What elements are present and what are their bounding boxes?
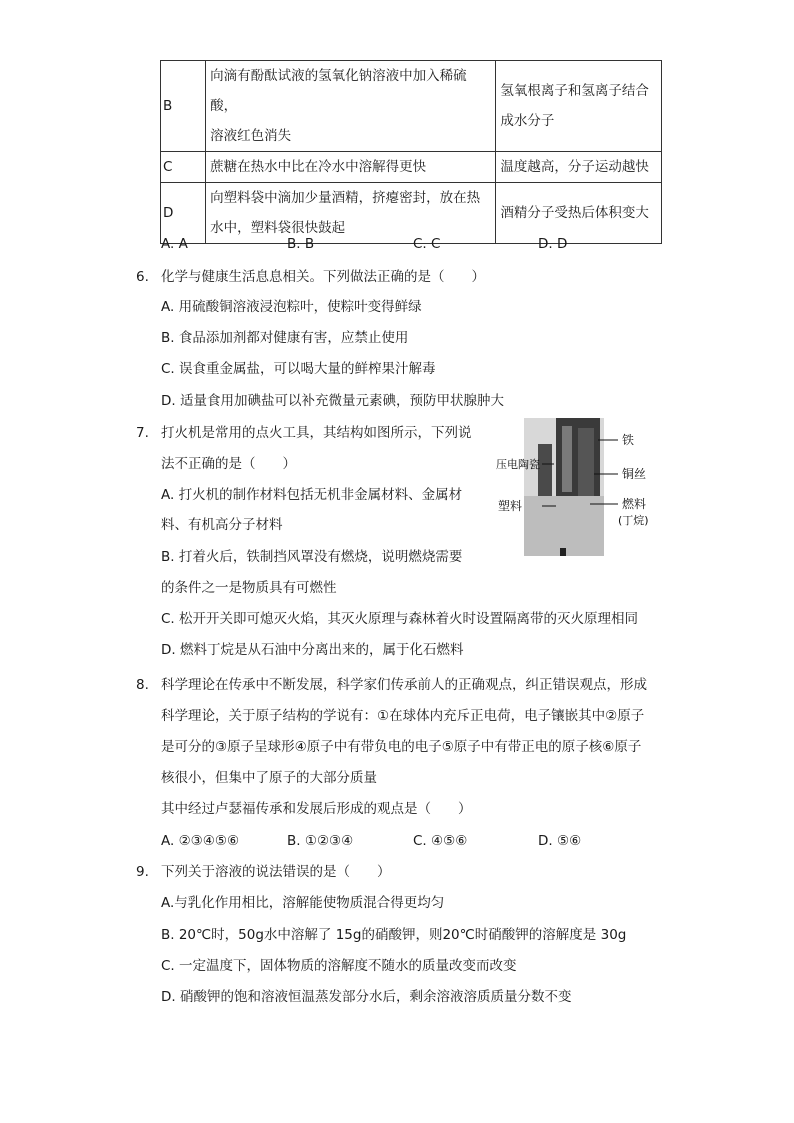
question-stem-line: 科学理论，关于原子结构的学说有：①在球体内充斥正电荷，电子镶嵌其中②原子 <box>161 708 645 724</box>
table-row <box>161 183 662 244</box>
option-d[interactable]: D. 硝酸钾的饱和溶液恒温蒸发部分水后，剩余溶液溶质质量分数不变 <box>161 989 572 1005</box>
question-stem-line: 法不正确的是（ ） <box>161 456 296 472</box>
option-c[interactable]: C. 一定温度下，固体物质的溶解度不随水的质量改变而改变 <box>161 958 517 974</box>
question-stem-line: 打火机是常用的点火工具，其结构如图所示，下列说 <box>161 425 472 441</box>
answer-choice-a[interactable]: A. A <box>161 236 188 252</box>
question-number: 7. <box>136 425 149 441</box>
answer-choice-c[interactable]: C. ④⑤⑥ <box>413 833 468 849</box>
lighter-diagram <box>494 416 670 558</box>
label-iron: 铁 <box>622 433 635 447</box>
option-a-cont: 料、有机高分子材料 <box>161 517 283 533</box>
option-c[interactable]: C. 误食重金属盐，可以喝大量的鲜榨果汁解毒 <box>161 361 436 377</box>
label-copper: 铜丝 <box>622 467 647 481</box>
table-row <box>161 61 662 152</box>
row-label: B <box>161 61 206 152</box>
option-b[interactable]: B. 20℃时，50g水中溶解了 15g的硝酸钾，则20℃时硝酸钾的溶解度是 30g <box>161 927 627 943</box>
option-a[interactable]: A. 打火机的制作材料包括无机非金属材料、金属材 <box>161 487 463 503</box>
answer-choice-c[interactable]: C. C <box>413 236 441 252</box>
option-b-cont: 的条件之一是物质具有可燃性 <box>161 580 337 596</box>
phenomenon-cell: 向滴有酚酞试液的氢氧化钠溶液中加入稀硫酸， 溶液红色消失 <box>206 61 496 152</box>
label-fuel: 燃料 <box>622 497 647 511</box>
answer-choice-d[interactable]: D. ⑤⑥ <box>538 833 582 849</box>
lighter-base-shape <box>524 496 604 556</box>
option-c[interactable]: C. 松开开关即可熄灭火焰，其灭火原理与森林着火时设置隔离带的灭火原理相同 <box>161 611 639 627</box>
question-number: 8. <box>136 677 149 693</box>
answer-choice-a[interactable]: A. ②③④⑤⑥ <box>161 833 240 849</box>
phenomenon-cell: 蔗糖在热水中比在冷水中溶解得更快 <box>206 152 496 183</box>
question-number: 9. <box>136 864 149 880</box>
ceramic-shape <box>578 428 594 496</box>
option-d[interactable]: D. 适量食用加碘盐可以补充微量元素碘，预防甲状腺肿大 <box>161 393 504 409</box>
piezo-shape <box>538 444 552 496</box>
option-b[interactable]: B. 打着火后，铁制挡风罩没有燃烧，说明燃烧需要 <box>161 549 463 565</box>
options-table <box>160 60 662 244</box>
question-stem-line: 核很小，但集中了原子的大部分质量 <box>161 770 377 786</box>
row-label: C <box>161 152 206 183</box>
explanation-cell: 酒精分子受热后体积变大 <box>496 183 662 244</box>
question-number: 6. <box>136 269 149 285</box>
option-b[interactable]: B. 食品添加剂都对健康有害，应禁止使用 <box>161 330 409 346</box>
option-d[interactable]: D. 燃料丁烷是从石油中分离出来的，属于化石燃料 <box>161 642 464 658</box>
nozzle-shape <box>562 426 572 492</box>
question-stem-line: 是可分的③原子呈球形④原子中有带负电的电子⑤原子中有带正电的原子核⑥原子 <box>161 739 642 755</box>
label-ceramic: 压电陶瓷 <box>496 458 540 471</box>
answer-choice-d[interactable]: D. D <box>538 236 568 252</box>
phenomenon-cell: 向塑料袋中滴加少量酒精，挤瘪密封，放在热 水中，塑料袋很快鼓起 <box>206 183 496 244</box>
answer-choice-b[interactable]: B. B <box>287 236 315 252</box>
lighter-figure <box>494 416 670 558</box>
table-row <box>161 152 662 183</box>
explanation-cell: 氢氧根离子和氢离子结合 成水分子 <box>496 61 662 152</box>
label-plastic: 塑料 <box>498 499 523 513</box>
label-butane: (丁烷) <box>618 514 649 527</box>
question-stem: 下列关于溶液的说法错误的是（ ） <box>161 864 391 880</box>
option-a[interactable]: A. 用硫酸铜溶液浸泡粽叶，使粽叶变得鲜绿 <box>161 299 422 315</box>
question-stem-line: 其中经过卢瑟福传承和发展后形成的观点是（ ） <box>161 801 472 817</box>
explanation-cell: 温度越高，分子运动越快 <box>496 152 662 183</box>
row-label: D <box>161 183 206 244</box>
question-stem-line: 科学理论在传承中不断发展，科学家们传承前人的正确观点，纠正错误观点，形成 <box>161 677 647 693</box>
question-stem: 化学与健康生活息息相关。下列做法正确的是（ ） <box>161 269 485 285</box>
bottom-pin-shape <box>560 548 566 556</box>
answer-choice-b[interactable]: B. ①②③④ <box>287 833 354 849</box>
option-a[interactable]: A.与乳化作用相比，溶解能使物质混合得更均匀 <box>161 895 445 911</box>
